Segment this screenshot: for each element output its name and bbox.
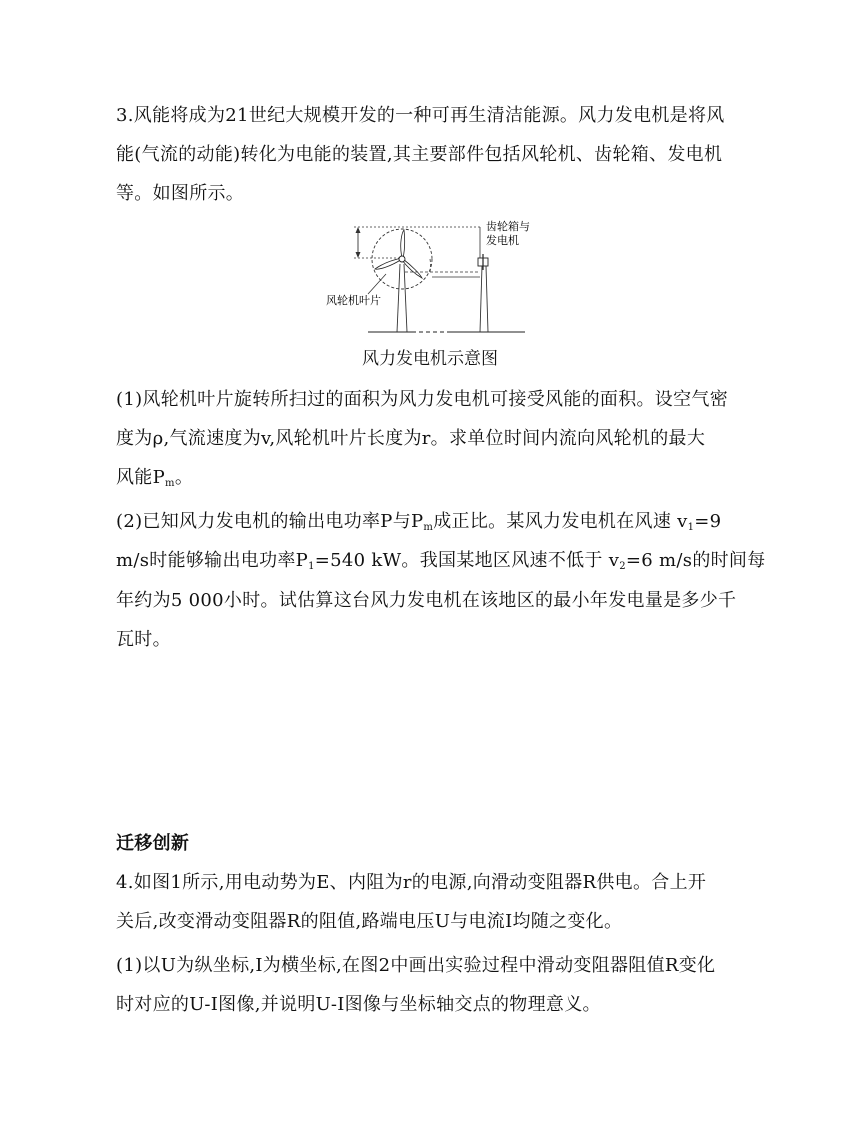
blade-up bbox=[401, 230, 405, 258]
q4-part1-line-2: 时对应的U-I图像,并说明U-I图像与坐标轴交点的物理意义。 bbox=[116, 994, 601, 1015]
label-blade: 风轮机叶片 bbox=[326, 294, 381, 307]
q4-line-2: 关后,改变滑动变阻器R的阻值,路端电压U与电流I均随之变化。 bbox=[116, 911, 623, 932]
label-gearbox-line1: 齿轮箱与 bbox=[486, 220, 530, 233]
q3-part2-line-3: 年约为5 000小时。试估算这台风力发电机在该地区的最小年发电量是多少千 bbox=[116, 590, 737, 611]
q3-part2-line-4: 瓦时。 bbox=[116, 629, 171, 650]
q4-line-1: 4.如图1所示,用电动势为E、内阻为r的电源,向滑动变阻器R供电。合上开 bbox=[116, 872, 707, 893]
q3-line-1: 3.风能将成为21世纪大规模开发的一种可再生清洁能源。风力发电机是将风 bbox=[116, 105, 725, 126]
hub bbox=[399, 256, 405, 262]
blade-left bbox=[375, 258, 402, 269]
q3-line-2: 能(气流的动能)转化为电能的装置,其主要部件包括风轮机、齿轮箱、发电机 bbox=[116, 144, 723, 165]
q3-part2-line-2: m/s时能够输出电功率$P_1=540$ kW。我国某地区风速不低于 $v_2=6$ m/s的时间每 bbox=[116, 550, 766, 572]
q3-part1-line-1: (1)风轮机叶片旋转所扫过的面积为风力发电机可接受风能的面积。设空气密 bbox=[116, 389, 728, 410]
section-heading: 迁移创新 bbox=[116, 833, 190, 854]
figure-caption: 风力发电机示意图 bbox=[362, 349, 498, 369]
q3-part1-line-2: 度为ρ,气流速度为v,风轮机叶片长度为r。求单位时间内流向风轮机的最大 bbox=[116, 428, 706, 449]
q3-part1-line-3: 风能$P_m$。 bbox=[116, 467, 194, 489]
q4-part1-line-1: (1)以U为纵坐标,I为横坐标,在图2中画出实验过程中滑动变阻器阻值R变化 bbox=[116, 955, 716, 976]
wind-turbine-figure bbox=[320, 212, 540, 337]
label-gearbox-line2: 发电机 bbox=[486, 234, 519, 247]
q3-part2-line-1: (2)已知风力发电机的输出电功率P与$P_m$成正比。某风力发电机在风速 $v_1=9$ bbox=[116, 511, 722, 533]
q3-line-3: 等。如图所示。 bbox=[116, 183, 245, 204]
blade-right bbox=[402, 259, 422, 278]
